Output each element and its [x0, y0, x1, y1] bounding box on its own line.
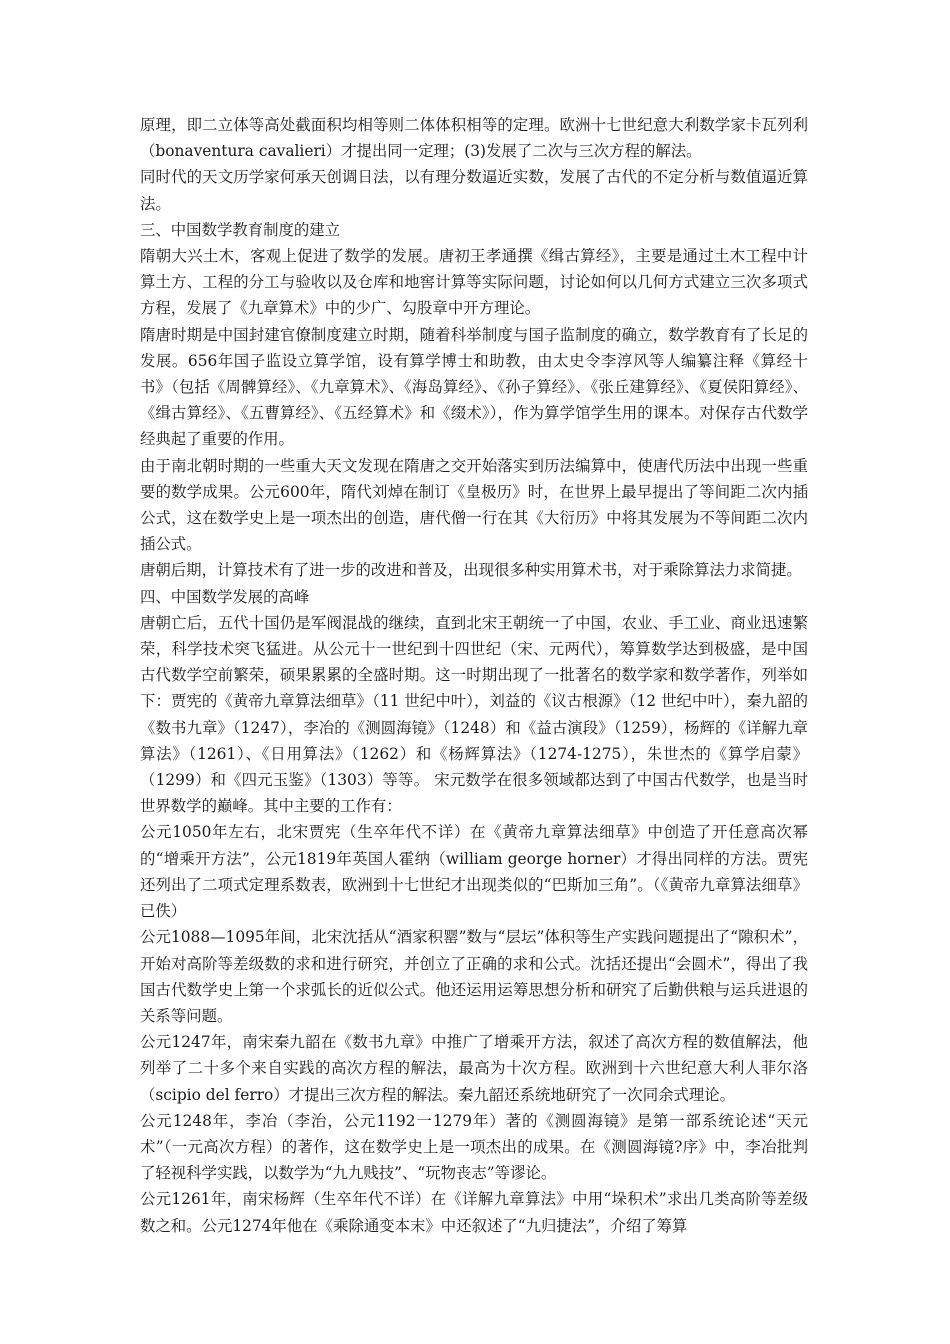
paragraph-liu-zhuo: 由于南北朝时期的一些重大天文发现在隋唐之交开始落实到历法编算中，使唐代历法中出现一些重要的数学成果。公元600年，隋代刘焯在制订《皇极历》时，在世界上最早提出了等间距二次内插公式，这在数学史上是一项杰出的创造，唐代僧一行在其《大衍历》中将其发展为不等间距二次内插公式。 [140, 456, 808, 554]
paragraph-he-chengtian: 同时代的天文历学家何承天创调日法，以有理分数逼近实数，发展了古代的不定分析与数值逼近算法。 [140, 168, 808, 213]
paragraph-qin-jiushao: 公元1247年，南宋秦九韶在《数书九章》中推广了增乘开方法，叙述了高次方程的数值解法，他列举了二十多个来自实践的高次方程的解法，最高为十次方程。欧洲到十六世纪意大利人菲尔洛（scipio del ferro）才提出三次方程的解法。秦九韶还系统地研究了一次同余式理论。 [140, 1033, 808, 1104]
section-heading-3: 三、中国数学教育制度的建立 [140, 220, 341, 239]
paragraph-cavalieri-principle: 原理，即二立体等高处截面积均相等则二体体积相等的定理。欧洲十七世纪意大利数学家卡瓦列利（bonaventura cavalieri）才提出同一定理；(3)发展了二次与三次方程的解法。 [140, 116, 808, 161]
paragraph-yang-hui: 公元1261年，南宋杨辉（生卒年代不详）在《详解九章算法》中用“垛积术”求出几类高阶等差级数之和。公元1274年他在《乘除通变本末》中还叙述了“九归捷法”，介绍了筹算 [140, 1190, 808, 1235]
paragraph-sui-tang-education: 隋唐时期是中国封建官僚制度建立时期，随着科举制度与国子监制度的确立，数学教育有了长足的发展。656年国子监设立算学馆，设有算学博士和助教，由太史令李淳风等人编纂注释《算经十书》（包括《周髀算经》、《九章算术》、《海岛算经》、《孙子算经》、《张丘建算经》、《夏侯阳算经》、《缉古算经》、《五曹算经》、《五经算术》和《缀术》），作为算学馆学生用的课本。对保存古代数学经典起了重要的作用。 [140, 325, 808, 449]
paragraph-jia-xian: 公元1050年左右，北宋贾宪（生卒年代不详）在《黄帝九章算法细草》中创造了开任意高次幂的“增乘开方法”，公元1819年英国人霍纳（william george horner）才得出同样的方法。贾宪还列出了二项式定理系数表，欧洲到十七世纪才出现类似的“巴斯加三角”。（《黄帝九章算法细草》已佚） [140, 823, 808, 921]
paragraph-song-yuan-peak: 唐朝亡后，五代十国仍是军阀混战的继续，直到北宋王朝统一了中国，农业、手工业、商业迅速繁荣，科学技术突飞猛进。从公元十一世纪到十四世纪（宋、元两代），筹算数学达到极盛，是中国古代数学空前繁荣，硕果累累的全盛时期。这一时期出现了一批著名的数学家和数学著作，列举如下：贾宪的《黄帝九章算法细草》（11 世纪中叶），刘益的《议古根源》（12 世纪中叶），秦九韶的《数书九章》（1247），李冶的《测圆海镜》（1248）和《益古演段》（1259），杨辉的《详解九章算法》（1261）、《日用算法》（1262）和《杨辉算法》（1274-1275），朱世杰的《算学启蒙》（1299）和《四元玉鉴》（1303）等等。 宋元数学在很多领域都达到了中国古代数学，也是当时世界数学的巅峰。其中主要的工作有： [140, 613, 808, 816]
paragraph-sui-dynasty: 隋朝大兴土木，客观上促进了数学的发展。唐初王孝通撰《缉古算经》，主要是通过土木工程中计算土方、工程的分工与验收以及仓库和地窖计算等实际问题，讨论如何以几何方式建立三次多项式方程，发展了《九章算术》中的少广、勾股章中开方理论。 [140, 247, 808, 318]
paragraph-late-tang: 唐朝后期，计算技术有了进一步的改进和普及，出现很多种实用算术书，对于乘除算法力求简捷。 [140, 561, 802, 580]
document-page [140, 112, 808, 1239]
paragraph-li-ye: 公元1248年，李冶（李治，公元1192一1279年）著的《测圆海镜》是第一部系统论述“天元术”（一元高次方程）的著作，这在数学史上是一项杰出的成果。在《测圆海镜?序》中，李冶批判了轻视科学实践，以数学为“九九贱技”、“玩物丧志”等谬论。 [140, 1111, 808, 1183]
paragraph-shen-kuo: 公元1088—1095年间，北宋沈括从“酒家积罂”数与“层坛”体积等生产实践问题提出了“隙积术”，开始对高阶等差级数的求和进行研究，并创立了正确的求和公式。沈括还提出“会圆术”，得出了我国古代数学史上第一个求弧长的近似公式。他还运用运筹思想分析和研究了后勤供粮与运兵进退的关系等问题。 [140, 928, 808, 1025]
section-heading-4: 四、中国数学发展的高峰 [140, 587, 310, 606]
